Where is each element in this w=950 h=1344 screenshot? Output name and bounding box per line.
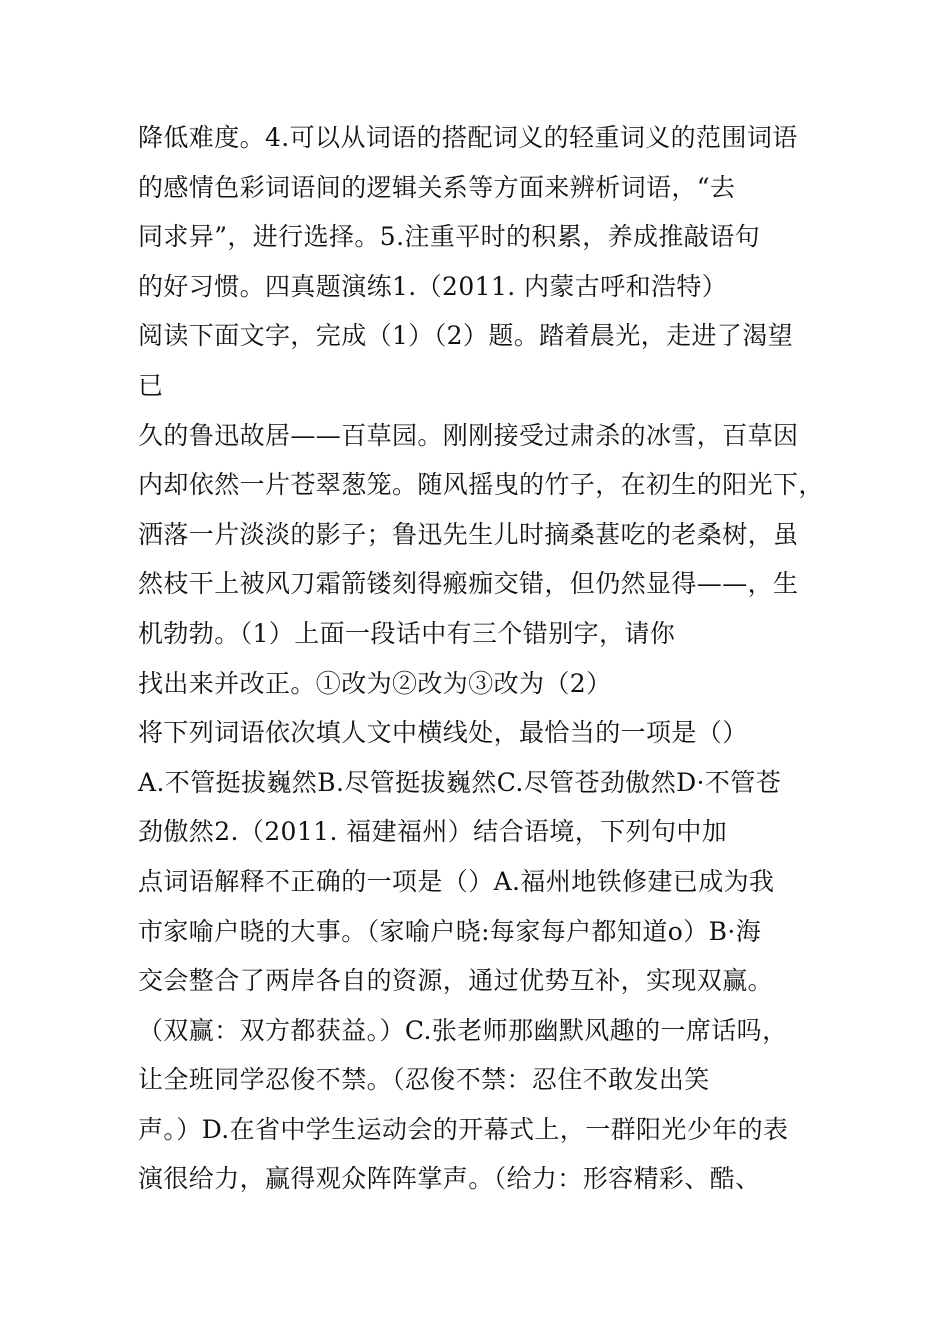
text-line: 同求异”，进行选择。5.注重平时的积累，养成推敲语句: [138, 222, 761, 252]
text-line: 声。）D.在省中学生运动会的开幕式上，一群阳光少年的表: [138, 1114, 789, 1144]
text-line: 点词语解释不正确的一项是（）A.福州地铁修建已成为我: [138, 866, 775, 896]
text-line: 让全班同学忍俊不禁。（忍俊不禁：忍住不敢发出笑: [138, 1065, 710, 1095]
text-line: 演很给力，赢得观众阵阵掌声。（给力：形容精彩、酷、: [138, 1164, 761, 1194]
text-line: 已: [138, 370, 164, 400]
text-line: 机勃勃。（1）上面一段话中有三个错别字，请你: [138, 618, 676, 648]
text-line: 洒落一片淡淡的影子；鲁迅先生儿时摘桑葚吃的老桑树，虽: [138, 519, 799, 549]
text-line: 阅读下面文字，完成（1）（2）题。踏着晨光，走进了渴望: [138, 321, 794, 351]
text-line: 劲傲然2.（2011. 福建福州）结合语境，下列句中加: [138, 817, 728, 847]
text-line: 久的鲁迅故居——百草园。刚刚接受过肃杀的冰雪，百草因: [138, 420, 799, 450]
text-line: （双赢：双方都获益。）C.张老师那幽默风趣的一席话吗，: [138, 1015, 788, 1045]
text-line: 的好习惯。四真题演练1.（2011. 内蒙古呼和浩特）: [138, 271, 728, 301]
text-line: 内却依然一片苍翠葱笼。随风摇曳的竹子，在初生的阳光下，: [138, 470, 824, 500]
text-line: 交会整合了两岸各自的资源，通过优势互补，实现双赢。: [138, 966, 774, 996]
text-line: 找出来并改正。①改为②改为③改为（2）: [138, 668, 612, 698]
text-line: 市家喻户晓的大事。（家喻户晓:每家每户都知道o）B·海: [138, 916, 762, 946]
text-line: 的感情色彩词语间的逻辑关系等方面来辨析词语，“去: [138, 172, 736, 202]
text-line: A.不管挺拔巍然B.尽管挺拔巍然C.尽管苍劲傲然D·不管苍: [138, 767, 782, 797]
body-text: [138, 113, 828, 1204]
text-line: 然枝干上被风刀霜箭镂刻得瘢痂交错，但仍然显得——，生: [138, 569, 799, 599]
text-line: 将下列词语依次填人文中横线处，最恰当的一项是（）: [138, 718, 748, 748]
text-line: 降低难度。4.可以从词语的搭配词义的轻重词义的范围词语: [138, 123, 798, 152]
